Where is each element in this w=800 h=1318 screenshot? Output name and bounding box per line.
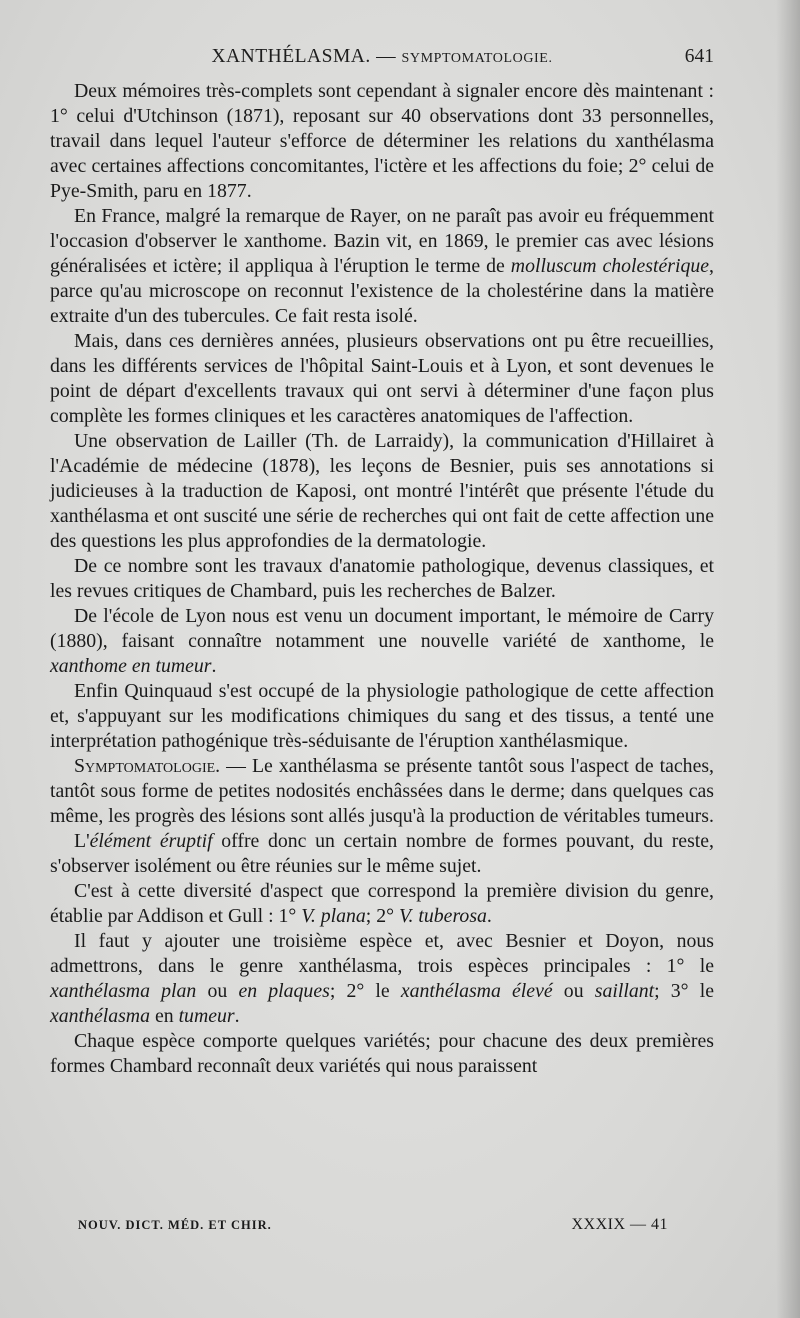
paragraph-11 (50, 929, 714, 1029)
paragraph-6 (50, 604, 714, 679)
italic-run: xanthome en tumeur (50, 655, 212, 677)
text-run: ou (552, 980, 595, 1002)
italic-run: élément éruptif (89, 830, 213, 852)
running-title-main: XANTHÉLASMA. — (211, 46, 397, 67)
paragraph-1 (50, 79, 714, 204)
footer-volume-sheet: XXXIX — 41 (571, 1216, 668, 1233)
text-run: , parce qu'au microscope on reconnut l'existence de la cholestérine dans la matière extraite d'un des tubercules. Ce fait resta isolé. (50, 255, 714, 327)
italic-run: saillant (594, 980, 655, 1002)
text-run: offre donc un certain nombre de formes pouvant, du reste, s'observer isolément ou être réunies sur le même sujet. (50, 830, 715, 877)
paragraph-10 (50, 879, 714, 929)
text-run: Enfin Quinquaud s'est occupé de la physiologie pathologique de cette affection et, s'appuyant sur les modifications chimiques du sang et des tissus, a tenté une interprétation pathogénique très-séduisante de l'éruption xanthélasmique. (50, 680, 714, 752)
paragraph-5 (50, 554, 714, 604)
text-run: ; 2° (365, 905, 399, 927)
paragraph-3 (50, 329, 714, 429)
page-number: 641 (684, 46, 714, 67)
text-run: En France, malgré la remarque de Rayer, on ne paraît pas avoir eu fréquemment l'occasion d'observer le xanthome. Bazin vit, en 1869, le premier cas avec lésions généralisées et ictère; il appliqua à l'éruption le terme de (50, 205, 714, 277)
text-run: ou (196, 980, 239, 1002)
italic-run: tumeur (178, 1005, 235, 1027)
text-run: . (211, 655, 217, 677)
text-run: Chaque espèce comporte quelques variétés; pour chacune des deux premières formes Chambard reconnaît deux variétés qui nous paraissent (50, 1030, 714, 1077)
text-run: . (234, 1005, 240, 1027)
footer-signature: NOUV. DICT. MÉD. ET CHIR. (78, 1218, 272, 1232)
running-header (50, 46, 714, 70)
text-run: Il faut y ajouter une troisième espèce et, avec Besnier et Doyon, nous admettrons, dans le genre xanthélasma, trois espèces principales : 1° le (50, 930, 714, 977)
article-body (50, 79, 714, 1079)
text-run: . (486, 905, 492, 927)
text-run: Deux mémoires très-complets sont cependant à signaler encore dès maintenant : 1° celui d'Utchinson (1871), reposant sur 40 observations dont 33 personnelles, travail dans lequel l'auteur s'efforce de déterminer les relations du xanthélasma avec certaines affections concomitantes, l'ictère et les affections du foie; 2° celui de Pye-Smith, paru en 1877. (50, 80, 714, 202)
italic-run: V. plana (301, 905, 366, 927)
paragraph-7 (50, 679, 714, 754)
running-title-section: SYMPTOMATOLOGIE. (401, 51, 553, 66)
page-edge-shadow (776, 0, 800, 1318)
section-heading: Symptomatologie. (74, 755, 221, 777)
italic-run: molluscum cholestérique (510, 255, 710, 277)
italic-run: en plaques (238, 980, 330, 1002)
paragraph-8 (50, 754, 714, 829)
italic-run: xanthélasma élevé (400, 980, 553, 1002)
text-run: ; 2° le (329, 980, 401, 1002)
paragraph-9 (50, 829, 714, 879)
paragraph-4 (50, 429, 714, 554)
text-run: Une observation de Lailler (Th. de Larraidy), la communication d'Hillairet à l'Académie de médecine (1878), les leçons de Besnier, puis ses annotations si judicieuses à la traduction de Kaposi, ont montré l'intérêt que présente l'étude du xanthélasma et ont suscité une série de recherches qui ont fait de cette affection une des questions les plus approfondies de la dermatologie. (50, 430, 714, 552)
paragraph-2 (50, 204, 714, 329)
text-run: L' (74, 830, 90, 852)
italic-run: xanthélasma (50, 1005, 150, 1027)
text-run: De l'école de Lyon nous est venu un document important, le mémoire de Carry (1880), faisant connaître notamment une nouvelle variété de xanthome, le (50, 605, 714, 652)
running-title (50, 46, 714, 68)
italic-run: xanthélasma plan (50, 980, 197, 1002)
italic-run: V. tuberosa (398, 905, 487, 927)
text-run: De ce nombre sont les travaux d'anatomie pathologique, devenus classiques, et les revues critiques de Chambard, puis les recherches de Balzer. (50, 555, 714, 602)
text-run: C'est à cette diversité d'aspect que correspond la première division du genre, établie par Addison et Gull : 1° (50, 880, 714, 927)
text-run: ; 3° le (654, 980, 715, 1002)
page-footer (50, 1216, 714, 1238)
text-run: — Le xanthélasma se présente tantôt sous l'aspect de taches, tantôt sous forme de petites nodosités enchâssées dans le derme; dans quelques cas même, les progrès des lésions sont allés jusqu'à la production de véritables tumeurs. (50, 755, 714, 827)
text-run: en (150, 1005, 179, 1027)
paragraph-12 (50, 1029, 714, 1079)
text-run: Mais, dans ces dernières années, plusieurs observations ont pu être recueillies, dans les différents services de l'hôpital Saint-Louis et à Lyon, et sont devenues le point de départ d'excellents travaux qui ont servi à déterminer d'une façon plus complète les formes cliniques et les caractères anatomiques de l'affection. (50, 330, 714, 427)
